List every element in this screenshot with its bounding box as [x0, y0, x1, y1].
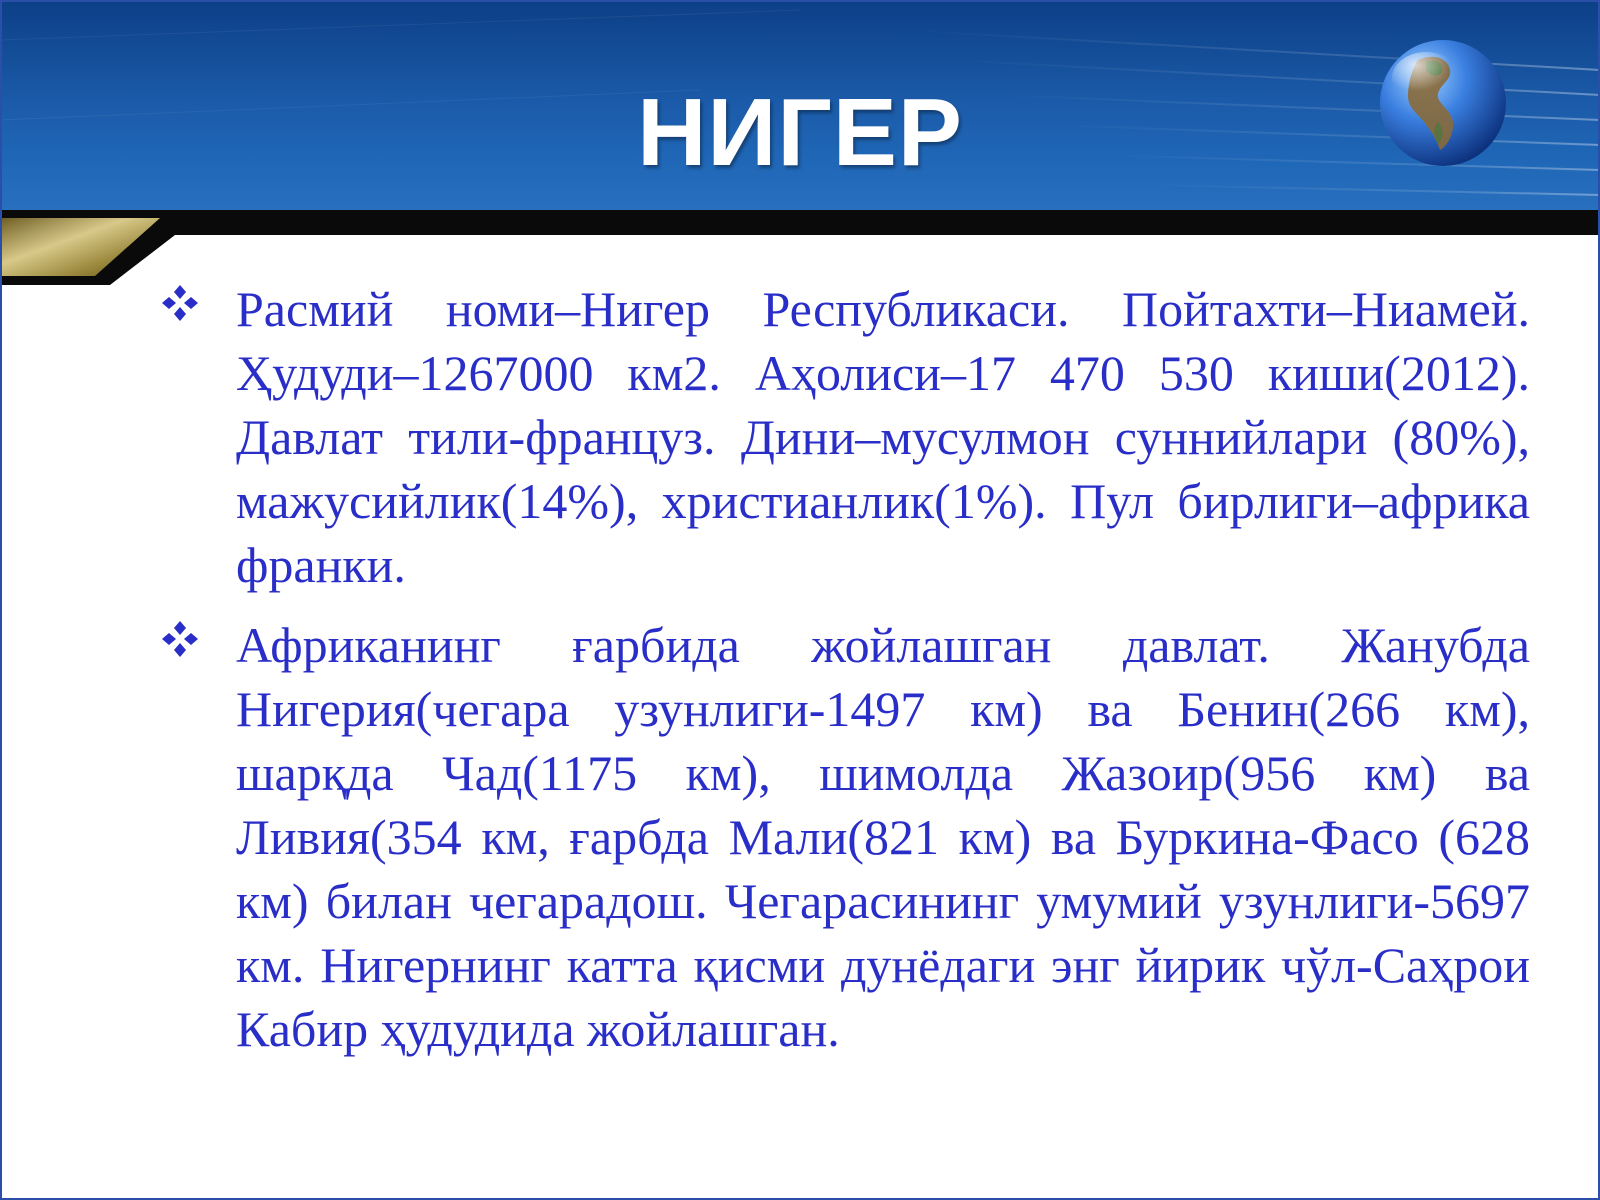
bullet-text: Африканинг ғарбида жойлашган давлат. Жанубда Нигерия(чегара узунлиги-1497 км) ва Бенин(266 км), шарқда Чад(1175 км), шимолда Жазоир(956 км) ва Ливия(354 км, ғарбда Мали(821 км) ва Буркина-Фасо (628 км) билан чегарадош. Чегарасининг умумий узунлиги-5697 км. Нигернинг катта қисми дунёдаги энг йирик чўл-Саҳрои Кабир ҳудудида жойлашган.: [236, 617, 1530, 1057]
bullet-text: Расмий номи–Нигер Республикаси. Пойтахти–Ниамей. Ҳудуди–1267000 км2. Аҳолиси–17 470 530 киши(2012). Давлат тили-француз. Дини–мусулмон суннийлари (80%), мажусийлик(14%), христианлик(1%). Пул бирлиги–африка франки.: [236, 281, 1530, 593]
slide-title: НИГЕР: [637, 79, 963, 186]
slide-header: [0, 0, 1600, 222]
bullet-item: [160, 613, 1530, 1061]
four-diamond-bullet-icon: [160, 619, 200, 659]
bullet-list: [160, 277, 1530, 1077]
four-diamond-bullet-icon: [160, 283, 200, 323]
bullet-item: [160, 277, 1530, 597]
